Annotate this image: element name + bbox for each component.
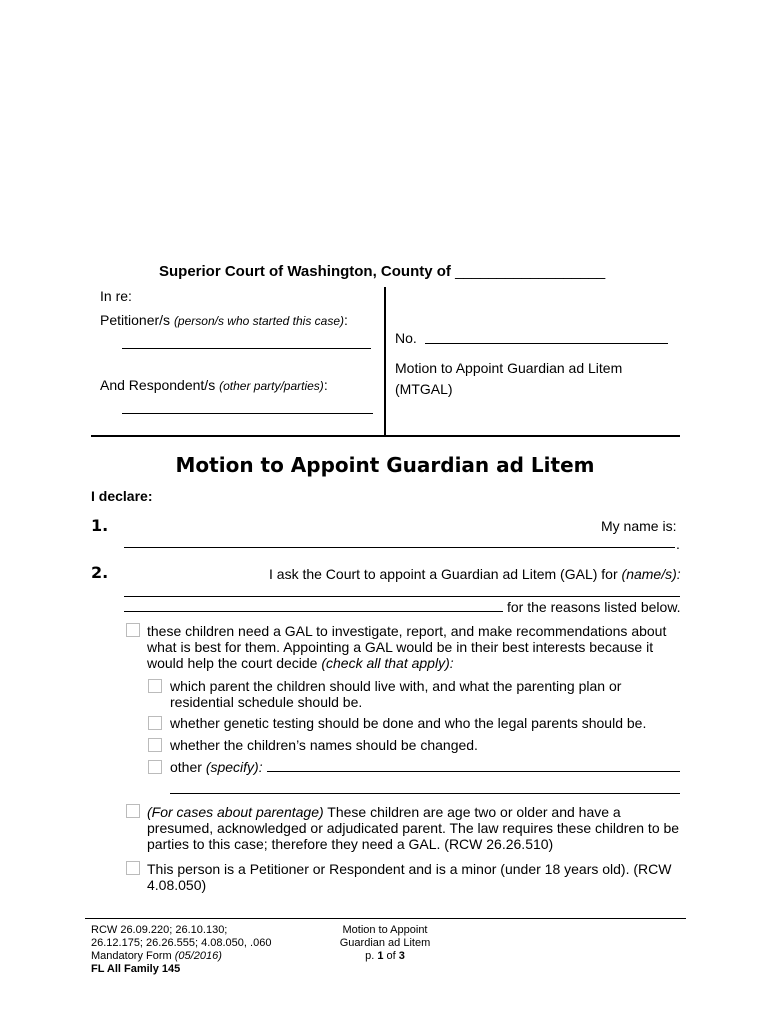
footer-center-line2: Guardian ad Litem — [339, 937, 431, 949]
other-specify-field-1[interactable] — [267, 771, 680, 772]
item1-text: My name is: — [601, 518, 677, 534]
sub-names-text: whether the children’s names should be changed. — [170, 737, 478, 753]
petitioner-name-field[interactable] — [122, 348, 371, 349]
footer-rcw-line1: RCW 26.09.220; 26.10.130; — [91, 924, 228, 936]
page-title: Motion to Appoint Guardian ad Litem — [175, 453, 595, 477]
option-a-checkbox[interactable] — [126, 623, 140, 637]
respondent-name-field[interactable] — [122, 413, 373, 414]
option-a-text: these children need a GAL to investigate, report, and make recommendations about what is best for them. Appointing a GAL would be in their best interests because it would help the court decide (check all that apply): — [147, 623, 667, 671]
sub-residence-text: which parent the children should live with, and what the parenting plan or residential schedule should be. — [170, 678, 622, 710]
option-b-checkbox[interactable] — [126, 804, 140, 818]
item2-reasons: for the reasons listed below. — [507, 599, 681, 615]
item1-number: 1. — [91, 516, 109, 535]
sub-genetic-text: whether genetic testing should be done and who the legal parents should be. — [170, 715, 647, 731]
doc-title-line1: Motion to Appoint Guardian ad Litem — [395, 360, 623, 376]
footer-page-number: p. 1 of 3 — [365, 950, 405, 962]
my-name-field[interactable] — [124, 547, 675, 548]
gal-names-field-1[interactable] — [124, 596, 680, 597]
option-b-text: (For cases about parentage) These children are age two or older and have a presumed, acknowledged or adjudicated parent. The law requires these children to be parties to this case; therefore they need a GAL. (RCW 26.26.510) — [147, 804, 680, 852]
option-c-text: This person is a Petitioner or Respondent and is a minor (under 18 years old). (RCW 4.08.050) — [147, 861, 672, 893]
case-number-label: No. — [395, 330, 417, 346]
other-specify-field-2[interactable] — [170, 793, 680, 794]
sub-names-checkbox[interactable] — [148, 738, 162, 752]
doc-title-line2: (MTGAL) — [395, 381, 453, 397]
in-re-label: In re: — [100, 288, 132, 304]
item1-period: . — [676, 536, 680, 552]
sub-other-checkbox[interactable] — [148, 760, 162, 774]
respondent-label: And Respondent/s (other party/parties): — [100, 377, 328, 393]
item2-number: 2. — [91, 563, 109, 582]
footer-rule — [85, 918, 686, 919]
item2-text: I ask the Court to appoint a Guardian ad Litem (GAL) for (name/s): — [269, 566, 681, 582]
caption-bottom-rule — [91, 435, 680, 437]
court-title: Superior Court of Washington, County of __________________ — [159, 263, 606, 280]
petitioner-label: Petitioner/s (person/s who started this case): — [100, 312, 348, 328]
county-blank[interactable]: __________________ — [455, 263, 606, 280]
caption-divider — [384, 287, 386, 436]
option-c-checkbox[interactable] — [126, 861, 140, 875]
footer-rcw-line2: 26.12.175; 26.26.555; 4.08.050, .060 — [91, 937, 272, 949]
gal-names-field-2[interactable] — [124, 611, 503, 612]
footer-mandatory: Mandatory Form (05/2016) — [91, 950, 222, 962]
case-number-field[interactable] — [425, 343, 668, 344]
sub-other-text: other (specify): — [170, 759, 263, 775]
declare-label: I declare: — [91, 488, 153, 504]
footer-form-id: FL All Family 145 — [91, 963, 181, 975]
sub-genetic-checkbox[interactable] — [148, 716, 162, 730]
footer-center-line1: Motion to Appoint — [342, 924, 428, 936]
sub-residence-checkbox[interactable] — [148, 679, 162, 693]
